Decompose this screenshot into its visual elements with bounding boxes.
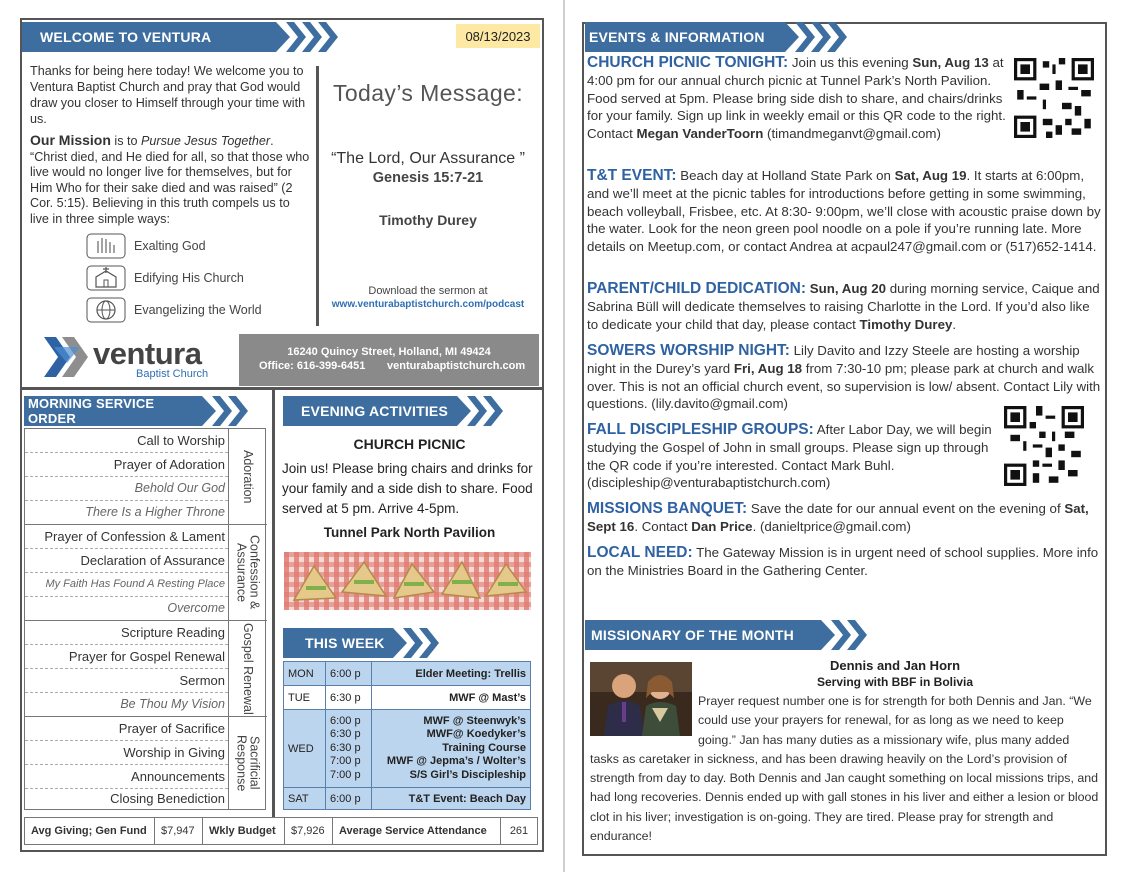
budget-value: $7,926: [285, 818, 333, 844]
event-missions-banquet: MISSIONS BANQUET: Save the date for our annual event on the evening of Sat, Sept 16. Contact Dan Price. (danieltprice@gmail.com): [587, 500, 1089, 534]
attendance-label: Average Service Attendance: [333, 818, 501, 844]
order-item: Scripture Reading: [25, 621, 228, 645]
week-header-label: THIS WEEK: [283, 628, 393, 658]
table-row: [284, 662, 531, 686]
service-order-header-label: MORNING SERVICE ORDER: [24, 396, 202, 426]
website-link[interactable]: venturabaptistchurch.com: [387, 360, 526, 372]
welcome-header-label: WELCOME TO VENTURA: [22, 22, 276, 52]
week-day: SAT: [284, 788, 326, 810]
page-gutter: [563, 0, 565, 872]
event-discipleship: FALL DISCIPLESHIP GROUPS: After Labor Day, we will begin studying the Gospel of John in small groups. Please sign up through the QR code if you’re interested. Contact Mark Buhl. (discipleship@venturabaptistchurch.com): [587, 421, 992, 491]
events-header: [585, 22, 847, 52]
budget-label: Wkly Budget: [203, 818, 285, 844]
missionary-header-label: MISSIONARY OF THE MONTH: [585, 620, 821, 650]
welcome-header: [22, 22, 338, 52]
mission-statement: Pursue Jesus Together: [141, 134, 271, 148]
address-box: [239, 334, 539, 386]
mission-lead: Our Mission: [30, 132, 111, 148]
order-song: Be Thou My Vision: [120, 697, 225, 711]
evening-header: [283, 396, 503, 426]
missionary-text: Prayer request number one is for strength for both Dennis and Jan. “We could use your prayers for renewal, for as long as we need to keep going.” Jan has many duties as a missionary wife, plus many added tasks as caretaker in sickness, and has been drawing heavily on the Lord’s provision of strength from day to day. Both Dennis and Jan caught something on local missions trips, and had long recoveries. Dennis ended up with gall stones in his liver and either a lesion or blood clot in his liver; investigation is on-going. They are tired. Please pray for strength and endurance!: [590, 694, 1099, 844]
sermon-preacher: Timothy Durey: [379, 212, 477, 228]
divider: [316, 66, 319, 326]
sermon-scripture: Genesis 15:7-21: [372, 170, 484, 186]
evening-title: CHURCH PICNIC: [353, 436, 466, 452]
week-times: 6:00 p 6:30 p 6:30 p 7:00 p 7:00 p: [326, 710, 372, 788]
order-song: There Is a Higher Throne: [85, 505, 225, 519]
order-song: Overcome: [167, 601, 225, 615]
download-label: Download the sermon at: [368, 285, 488, 297]
order-item: Closing Benediction: [110, 791, 225, 806]
table-row: [284, 710, 531, 788]
way-label: Exalting God: [134, 239, 206, 253]
order-item: Worship in Giving: [25, 741, 228, 765]
order-item: Call to Worship: [25, 429, 228, 453]
events-header-label: EVENTS & INFORMATION: [585, 22, 785, 52]
church-building-icon: [86, 265, 126, 291]
divider: [20, 387, 544, 390]
sermon-title: “The Lord, Our Assurance ”: [331, 150, 525, 167]
order-item: Prayer of Adoration: [25, 453, 228, 477]
ways-list: [86, 230, 262, 326]
order-item: Announcements: [25, 765, 228, 789]
way-evangelizing: [86, 294, 262, 326]
missionary-header: [585, 620, 867, 650]
attendance-value: 261: [509, 825, 529, 837]
event-dedication: PARENT/CHILD DEDICATION: Sun, Aug 20 during morning service, Caique and Sabrina Büll will dedicate themselves to raising Charlotte in the Lord. If you’d also like to dedicate your child that day, please contact Timothy Durey.: [587, 280, 1100, 332]
event-worship-night: SOWERS WORSHIP NIGHT: Lily Davito and Izzy Steele are hosting a worship night in the Durey’s yard Fri, Aug 18 from 7:30-10 pm; please park at church and walk over. This is not an official church event, so supervision is low/ absent. Contact Lily with questions. (lily.davito@gmail.com): [587, 342, 1101, 412]
order-song: My Faith Has Found A Resting Place: [25, 573, 228, 597]
logo-subtitle: Baptist Church: [136, 368, 209, 380]
chevron-icon: [483, 396, 503, 426]
praise-hands-icon: [86, 233, 126, 259]
table-row: [284, 686, 531, 710]
order-item: Declaration of Assurance: [25, 549, 228, 573]
chevron-icon: [419, 628, 439, 658]
missionary-name: Dennis and Jan Horn: [829, 658, 961, 673]
mission-is: is to: [110, 134, 142, 148]
globe-icon: [86, 297, 126, 323]
qr-code-icon[interactable]: [1004, 406, 1084, 486]
week-day: TUE: [284, 686, 326, 710]
order-song: Behold Our God: [25, 477, 228, 501]
evening-text: Join us! Please bring chairs and drinks for your family and a side dish to share. Food served at 5 pm. Arrive 4-5pm.: [282, 461, 533, 516]
address-street: 16240 Quincy Street, Holland, MI 49424: [287, 346, 491, 358]
evening-header-label: EVENING ACTIVITIES: [283, 396, 457, 426]
chevron-icon: [847, 620, 867, 650]
office-phone: Office: 616-399-6451: [259, 360, 366, 372]
service-order-header: [24, 396, 248, 426]
week-header: [283, 628, 439, 658]
event-tt: T&T EVENT: Beach day at Holland State Park on Sat, Aug 19. It starts at 6:00pm, and we’ll meet at the picnic tables for introductions before getting in some swimming, beach volleyball, Frisbee, etc. At 8:30- 9:00pm, we’ll close with acoustic praise down by the water. Look for the neon green pool noodle on a pole if you’re running late. More details on Meetup.com, or contact Andrea at acpaul247@gmail.com or (517)652-1414.: [587, 167, 1101, 255]
group-label: Sacrificial Response: [228, 717, 266, 809]
way-label: Edifying His Church: [134, 271, 244, 285]
week-schedule-table: [283, 661, 531, 810]
logo-wordmark: ventura: [93, 336, 202, 371]
podcast-link[interactable]: www.venturabaptistchurch.com/podcast: [331, 299, 525, 310]
qr-code-icon[interactable]: [1014, 58, 1094, 138]
order-item: Prayer of Sacrifice: [25, 717, 228, 741]
avg-giving-label: Avg Giving; Gen Fund: [25, 818, 155, 844]
message-heading: Today’s Message:: [332, 80, 524, 106]
giving-bar: [24, 817, 538, 845]
order-item: Prayer of Confession & Lament: [25, 525, 228, 549]
week-event: T&T Event: Beach Day: [372, 788, 531, 810]
group-label: Gospel Renewal: [228, 621, 266, 716]
date-badge: 08/13/2023: [456, 24, 540, 48]
group-label: Confession & Assurance: [228, 525, 266, 620]
chevron-icon: [228, 396, 248, 426]
chevron-icon: [827, 22, 847, 52]
week-day: WED: [284, 710, 326, 788]
way-exalting: [86, 230, 262, 262]
mission-text: . “Christ died, and He died for all, so that those who live would no longer live for themselves, but for Him Who for their sake died and was raised” (2 Cor. 5:15). Believing in this truth compels us to live in three simple ways:: [30, 134, 310, 226]
order-item: Prayer for Gospel Renewal: [25, 645, 228, 669]
welcome-paragraph: Thanks for being here today! We welcome you to Ventura Baptist Church and pray that God would draw you closer to Himself through your time with us.: [30, 64, 306, 126]
week-time: 6:00 p: [326, 788, 372, 810]
evening-place: Tunnel Park North Pavilion: [323, 525, 496, 540]
way-edifying: [86, 262, 262, 294]
divider: [272, 388, 275, 818]
week-day: MON: [284, 662, 326, 686]
way-label: Evangelizing the World: [134, 303, 262, 317]
table-row: [284, 788, 531, 810]
picnic-photo: [284, 552, 531, 610]
week-time: 6:30 p: [326, 686, 372, 710]
week-event: MWF @ Mast’s: [372, 686, 531, 710]
order-item: Sermon: [25, 669, 228, 693]
week-events: MWF @ Steenwyk’s MWF@ Koedyker’s Training Course MWF @ Jepma’s / Wolter’s S/S Girl’s Discipleship: [372, 710, 531, 788]
week-event: Elder Meeting: Trellis: [372, 662, 531, 686]
mission-paragraph: [30, 133, 310, 227]
missionary-org: Serving with BBF in Bolivia: [816, 675, 974, 689]
chevron-icon: [318, 22, 338, 52]
group-label: Adoration: [228, 429, 266, 524]
week-time: 6:00 p: [326, 662, 372, 686]
event-picnic: CHURCH PICNIC TONIGHT: Join us this evening Sun, Aug 13 at 4:00 pm for our annual church picnic at Tunnel Park’s North Pavilion. Food served at 5pm. Please bring side dish to share, and chairs/drinks for your family. Sign up link in weekly email or this QR code to the right. Contact Megan VanderToorn (timandmeganvt@gmail.com): [587, 54, 1006, 142]
avg-giving-value: $7,947: [155, 818, 203, 844]
service-order-list: [24, 428, 266, 810]
event-local-need: LOCAL NEED: The Gateway Mission is in urgent need of school supplies. More info on the Ministries Board in the Gathering Center.: [587, 544, 1099, 578]
